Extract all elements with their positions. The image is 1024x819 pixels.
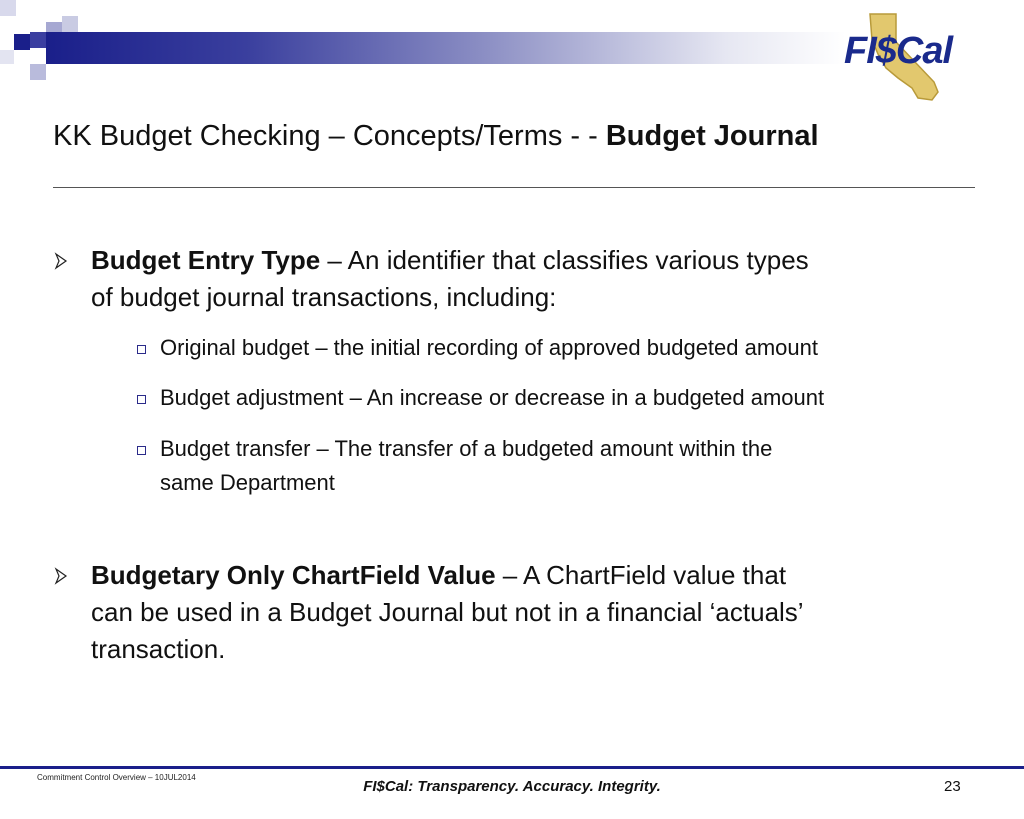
page-number: 23: [944, 778, 961, 795]
term-label: Budgetary Only ChartField Value: [91, 560, 496, 590]
footer-divider: [0, 766, 1024, 769]
term-label: Budget Entry Type: [91, 245, 321, 275]
bullet-budget-entry-type: [91, 242, 809, 316]
square-bullet-icon: [137, 395, 146, 404]
sub-item-text: Original budget – the initial recording of approved budgeted amount: [160, 335, 819, 360]
arrow-bullet-icon: [53, 557, 69, 594]
header-gradient-bar: [46, 32, 846, 64]
title-bold: Budget Journal: [605, 120, 819, 152]
bullet-budgetary-only-chartfield: [91, 557, 804, 668]
square-bullet-icon: [137, 345, 146, 354]
title-normal: KK Budget Checking – Concepts/Terms - -: [53, 120, 606, 152]
arrow-bullet-icon: [53, 242, 69, 279]
definition-line2: of budget journal transactions, including:: [91, 282, 557, 312]
square-bullet-icon: [137, 446, 146, 455]
sub-item-text: Budget adjustment – An increase or decrease in a budgeted amount: [160, 385, 825, 410]
definition-line2: can be used in a Budget Journal but not in a financial ‘actuals’: [91, 597, 804, 627]
footer-tagline: FI$Cal: Transparency. Accuracy. Integrity.: [363, 778, 661, 795]
sub-item-text: Budget transfer – The transfer of a budgeted amount within the: [160, 436, 773, 461]
definition-line1: – A ChartField value that: [495, 560, 787, 590]
slide-title: [53, 120, 819, 153]
sub-item-budget-transfer: [160, 432, 772, 500]
definition-line1: – An identifier that classifies various types: [320, 245, 809, 275]
sub-item-original-budget: [160, 331, 818, 365]
title-divider: [53, 187, 975, 188]
sub-item-text-line2: same Department: [160, 470, 335, 495]
footer-document-label: Commitment Control Overview – 10JUL2014: [37, 773, 196, 782]
sub-item-budget-adjustment: [160, 381, 824, 415]
fiscal-logo: [838, 12, 988, 104]
logo-text: FI$Cal: [844, 30, 953, 72]
definition-line3: transaction.: [91, 634, 226, 664]
